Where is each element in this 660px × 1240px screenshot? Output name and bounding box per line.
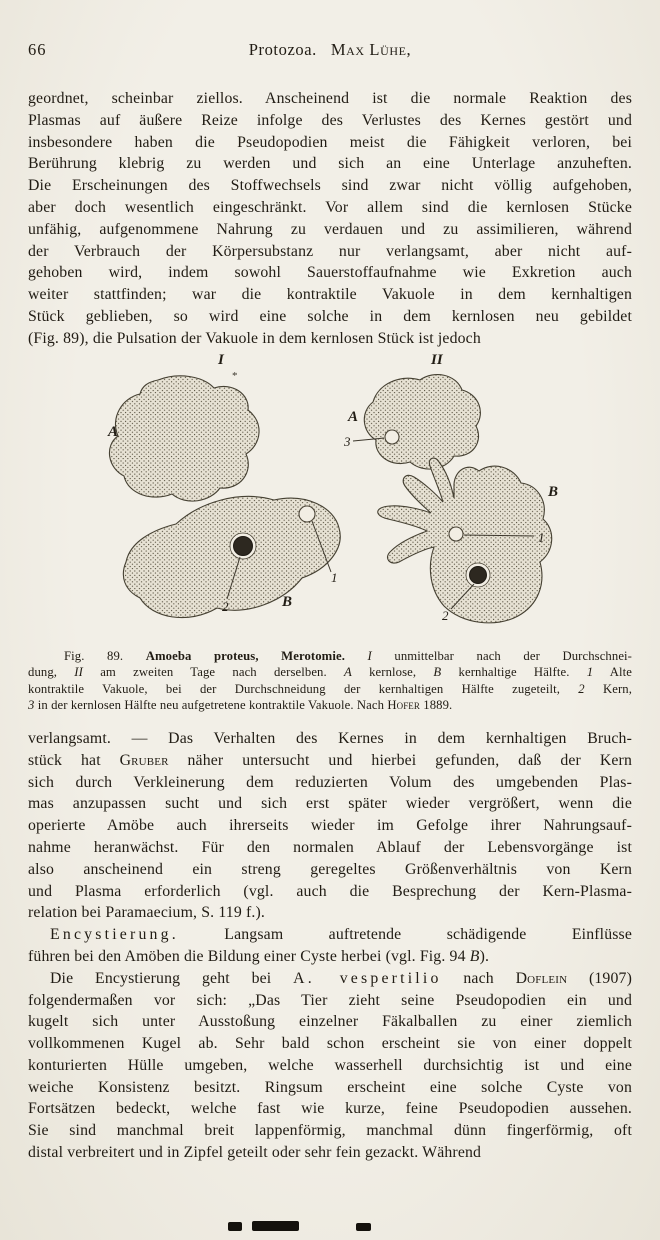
text-line: Fortsätzen bedeckt, welche fast wie kurze, feine Pseudopodien aussehen. <box>28 1100 632 1118</box>
body-paragraph-1 <box>28 88 632 350</box>
text-line: unfähig, aufgenommene Nahrung zu verdauen und zu assimilieren, während <box>28 220 632 238</box>
text-line: Plasmas auf äußere Reize infolge des Verlustes des Kernes gestört und <box>28 111 632 129</box>
text-line: weiter stattfinden; war die kontraktile Vakuole in dem kernhaltigen <box>28 286 632 304</box>
figure-89-caption <box>28 648 632 714</box>
running-head <box>28 40 632 60</box>
figure-number-3-right: 3 <box>344 433 351 449</box>
text-line: 3 in der kernlosen Hälfte neu aufgetretene kontraktile Vakuole. Nach Hofer 1889. <box>28 698 453 713</box>
text-line: distal verbreitert und in Zipfel geteilt oder sehr fein gezackt. Während <box>28 1144 482 1162</box>
text-line: operierte Amöbe auch ihrerseits wieder im Gefolge ihrer Nahrungsauf- <box>28 817 632 835</box>
figure-label-B-right: B <box>548 483 559 500</box>
text-line: (Fig. 89), die Pulsation der Vakuole in dem kernlosen Stück ist jedoch <box>28 329 481 347</box>
text-line: und Plasma erforderlich (vgl. auch die Besprechung der Kern-Plasma- <box>28 882 632 900</box>
book-page <box>0 40 660 1240</box>
text-line: dung, II am zweiten Tage nach derselben. A kernlose, B kernhaltige Hälfte. 1 Alte <box>28 665 632 680</box>
amoeba-II-A <box>364 374 480 469</box>
text-line: Encystierung. Langsam auftretende schädigende Einflüsse <box>50 926 632 944</box>
text-line: kugelt sich unter Ausstoßung einzelner Fäkalballen zu einer ziemlich <box>28 1013 632 1031</box>
text-line: mas anzupassen sucht und sich erst später wieder vergrößert, wenn die <box>28 795 632 813</box>
text-line: Stück geblieben, so wird eine solche in dem kernlosen neu gebildet <box>28 307 632 325</box>
vacuole-1-right <box>449 527 463 541</box>
text-line: aber doch wesentlich eingeschränkt. Vor allem sind die kernlosen Stücke <box>28 198 632 216</box>
figure-number-2-left: 2 <box>222 598 229 614</box>
text-line: konturierten Hülle umgeben, welche wasserhell durchsichtig ist und eine <box>28 1056 632 1074</box>
text-line: führen bei den Amöben die Bildung einer Cyste herbei (vgl. Fig. 94 B). <box>28 947 490 965</box>
nucleus-2-left <box>234 536 253 555</box>
scan-artifact <box>228 1222 242 1231</box>
amoeba-II-B <box>378 458 552 623</box>
text-line: relation bei Paramaecium, S. 119 f.). <box>28 904 266 922</box>
running-head-title: Protozoa. <box>248 40 317 59</box>
scan-artifact <box>356 1223 371 1231</box>
text-line: gehoben wird, indem sowohl Sauerstoffaufnahme wie Exkretion auch <box>28 264 632 282</box>
running-head-author: Max Lühe, <box>330 40 412 59</box>
text-line: kontraktile Vakuole, bei der Durchschneidung der kernhaltigen Hälfte zugeteilt, 2 Kern, <box>28 681 632 696</box>
body-paragraph-3 <box>28 924 632 968</box>
figure-number-1-left: 1 <box>331 569 338 585</box>
vacuole-1-left <box>299 506 315 522</box>
body-paragraph-2 <box>28 728 632 924</box>
text-line: folgendermaßen vor sich: „Das Tier zieht seine Pseudopodien ein und <box>28 991 632 1009</box>
figure-89-drawing <box>28 350 632 642</box>
page-number: 66 <box>28 40 47 59</box>
text-line: vollkommenen Kugel ab. Sehr bald schon erscheint sie von einer doppelt <box>28 1035 632 1053</box>
figure-number-2-right: 2 <box>442 607 449 623</box>
figure-label-A-right: A <box>348 408 359 425</box>
figure-number-1-right: 1 <box>538 529 545 545</box>
nucleus-2-right <box>470 566 487 583</box>
text-line: Die Erscheinungen des Stoffwechsels sind zwar nicht völlig aufgehoben, <box>28 177 632 195</box>
figure-group-label-II: II <box>431 351 443 368</box>
page-header <box>28 40 632 62</box>
scan-artifact <box>252 1221 299 1231</box>
text-line: verlangsamt. — Das Verhalten des Kernes in dem kernhaltigen Bruch- <box>28 729 632 747</box>
ink-speck: * <box>232 370 238 382</box>
text-line: nahme heranwächst. Für den normalen Ablauf der Lebensvorgänge ist <box>28 838 632 856</box>
text-line: Berührung klebrig zu werden und sich an eine Unterlage anzuheften. <box>28 155 632 173</box>
body-paragraph-4 <box>28 968 632 1164</box>
vacuole-3-right <box>385 430 399 444</box>
text-line: geordnet, scheinbar ziellos. Anscheinend ist die normale Reaktion des <box>28 90 632 107</box>
text-line: insbesondere haben die Pseudopodien meist die Fähigkeit verloren, bei <box>28 133 632 151</box>
figure-89 <box>28 350 632 714</box>
figure-group-label-I: I <box>218 351 224 368</box>
text-line: stück hat Gruber näher untersucht und hierbei gefunden, daß der Kern <box>28 751 632 769</box>
text-line: Sie sind manchmal breit lappenförmig, manchmal dünn fingerförmig, oft <box>28 1122 632 1140</box>
text-line: Fig. 89. Amoeba proteus, Merotomie. I unmittelbar nach der Durchschnei- <box>64 648 632 663</box>
text-line: Die Encystierung geht bei A. vespertilio nach Doflein (1907) <box>50 969 632 987</box>
figure-label-B-left: B <box>282 593 293 610</box>
text-line: sich durch Verkleinerung dem reduzierten Volum des umgebenden Plas- <box>28 773 632 791</box>
text-line: weiche Konsistenz besitzt. Ringsum erscheint eine solche Cyste von <box>28 1078 632 1096</box>
text-line: also anscheinend ein streng geregeltes Größenverhältnis von Kern <box>28 860 632 878</box>
figure-label-A-left: A <box>108 423 119 440</box>
text-line: der Verbrauch der Körpersubstanz nur verlangsamt, aber nicht auf- <box>28 242 632 260</box>
amoeba-I-A <box>109 375 259 500</box>
